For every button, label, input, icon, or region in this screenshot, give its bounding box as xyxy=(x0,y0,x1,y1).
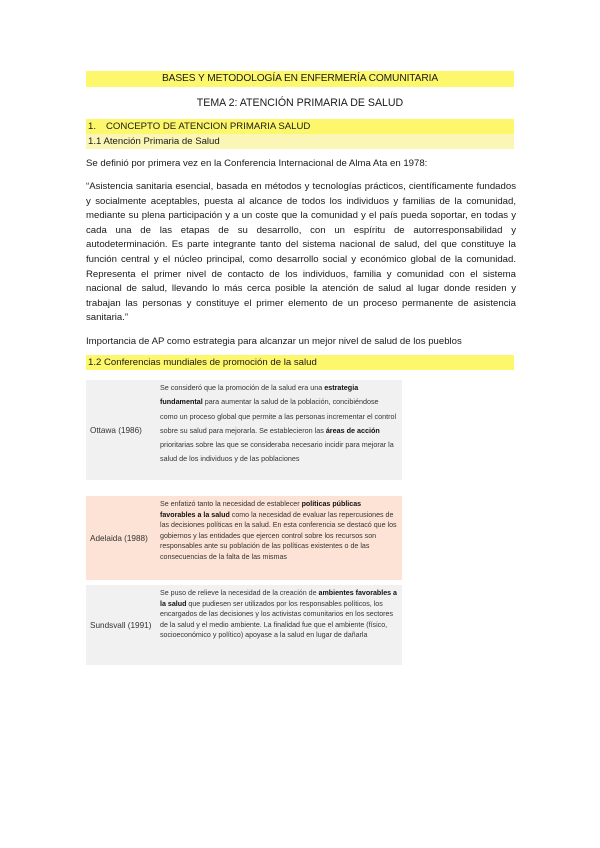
desc-text: Se puso de relieve la necesidad de la creación de xyxy=(160,589,319,597)
desc-text: Se consideró que la promoción de la salud era una xyxy=(160,383,325,392)
section-heading-1 xyxy=(86,119,514,134)
conference-description xyxy=(156,380,402,480)
conference-label: Ottawa (1986) xyxy=(90,425,142,435)
desc-text: prioritarias sobre las que se consideraba necesario incidir para mejorar la salud de los individuos y de las poblaciones xyxy=(160,440,394,464)
section-number: 1. xyxy=(88,121,97,132)
intro-paragraph: Se definió por primera vez en la Conferencia Internacional de Alma Ata en 1978: xyxy=(86,158,428,169)
desc-text: para aumentar la salud de la población, concibiéndose como un proceso global que permite a las personas incrementar el control sobre su salud para mejorarla. Se establecieron las xyxy=(160,397,397,435)
definition-quote: “Asistencia sanitaria esencial, basada en métodos y tecnologías prácticos, científicamente fundados y socialmente aceptables, puesta al alcance de todos los individuos y familias de la comunidad, mediante su plena participación y a un coste que la comunidad y el país pueda soportar, en todas y cada una de las etapas de su desarrollo, con un espíritu de autorresponsabilidad y autodeterminación. Es parte integrante tanto del sistema nacional de salud, del que constituye la función central y el núcleo principal, como desarrollo social y económico global de la comunidad. Representa el primer nivel de contacto de los individuos, familia y comunidad con el sistema nacional de salud, llevando lo más cerca posible la atención de salud al lugar donde residen y trabajan las personas y constituye el primer elemento de un proceso permanente de asistencia sanitaria.” xyxy=(86,181,516,324)
course-title: BASES Y METODOLOGÍA EN ENFERMERÍA COMUNITARIA xyxy=(86,71,514,87)
conference-description xyxy=(156,585,402,665)
conference-row-ottawa xyxy=(86,380,402,480)
section-title: CONCEPTO DE ATENCION PRIMARIA SALUD xyxy=(106,121,311,132)
desc-text: que pudiesen ser utilizados por los responsables políticos, los encargados de las decisiones y los activistas comunitarios en los sectores de la salud y el medio ambiente. La finalidad fue que el ambiente (físico, socioeconómico y político) apoyase a la salud en lugar de dañarla xyxy=(160,599,394,640)
subsection-heading-1-2: 1.2 Conferencias mundiales de promoción de la salud xyxy=(86,355,514,370)
desc-bold: ambientes favorables a la salud xyxy=(160,589,398,608)
conference-row-adelaida xyxy=(86,496,402,580)
desc-bold: políticas públicas favorables a la salud xyxy=(160,500,362,519)
topic-title: TEMA 2: ATENCIÓN PRIMARIA DE SALUD xyxy=(196,97,404,109)
desc-bold: áreas de acción xyxy=(325,425,380,435)
importance-paragraph: Importancia de AP como estrategia para alcanzar un mejor nivel de salud de los pueblos xyxy=(86,336,462,347)
conference-label: Sundsvall (1991) xyxy=(90,620,152,630)
desc-text: Se enfatizó tanto la necesidad de establecer xyxy=(160,500,302,508)
desc-text: como la necesidad de evaluar las repercusiones de las decisiones políticas en la salud. En esta conferencia se destacó que los gobiernos y las entidades que ejercen control sobre los recursos son responsables ante su población de las políticas existentes o de las consecuencias de la falta de las mismas xyxy=(160,510,397,561)
conference-label: Adelaida (1988) xyxy=(90,533,148,543)
conference-row-sundsvall xyxy=(86,585,402,665)
subsection-heading-1-1: 1.1 Atención Primaria de Salud xyxy=(86,134,514,149)
desc-bold: estrategia fundamental xyxy=(160,383,359,407)
conference-description xyxy=(156,496,402,580)
